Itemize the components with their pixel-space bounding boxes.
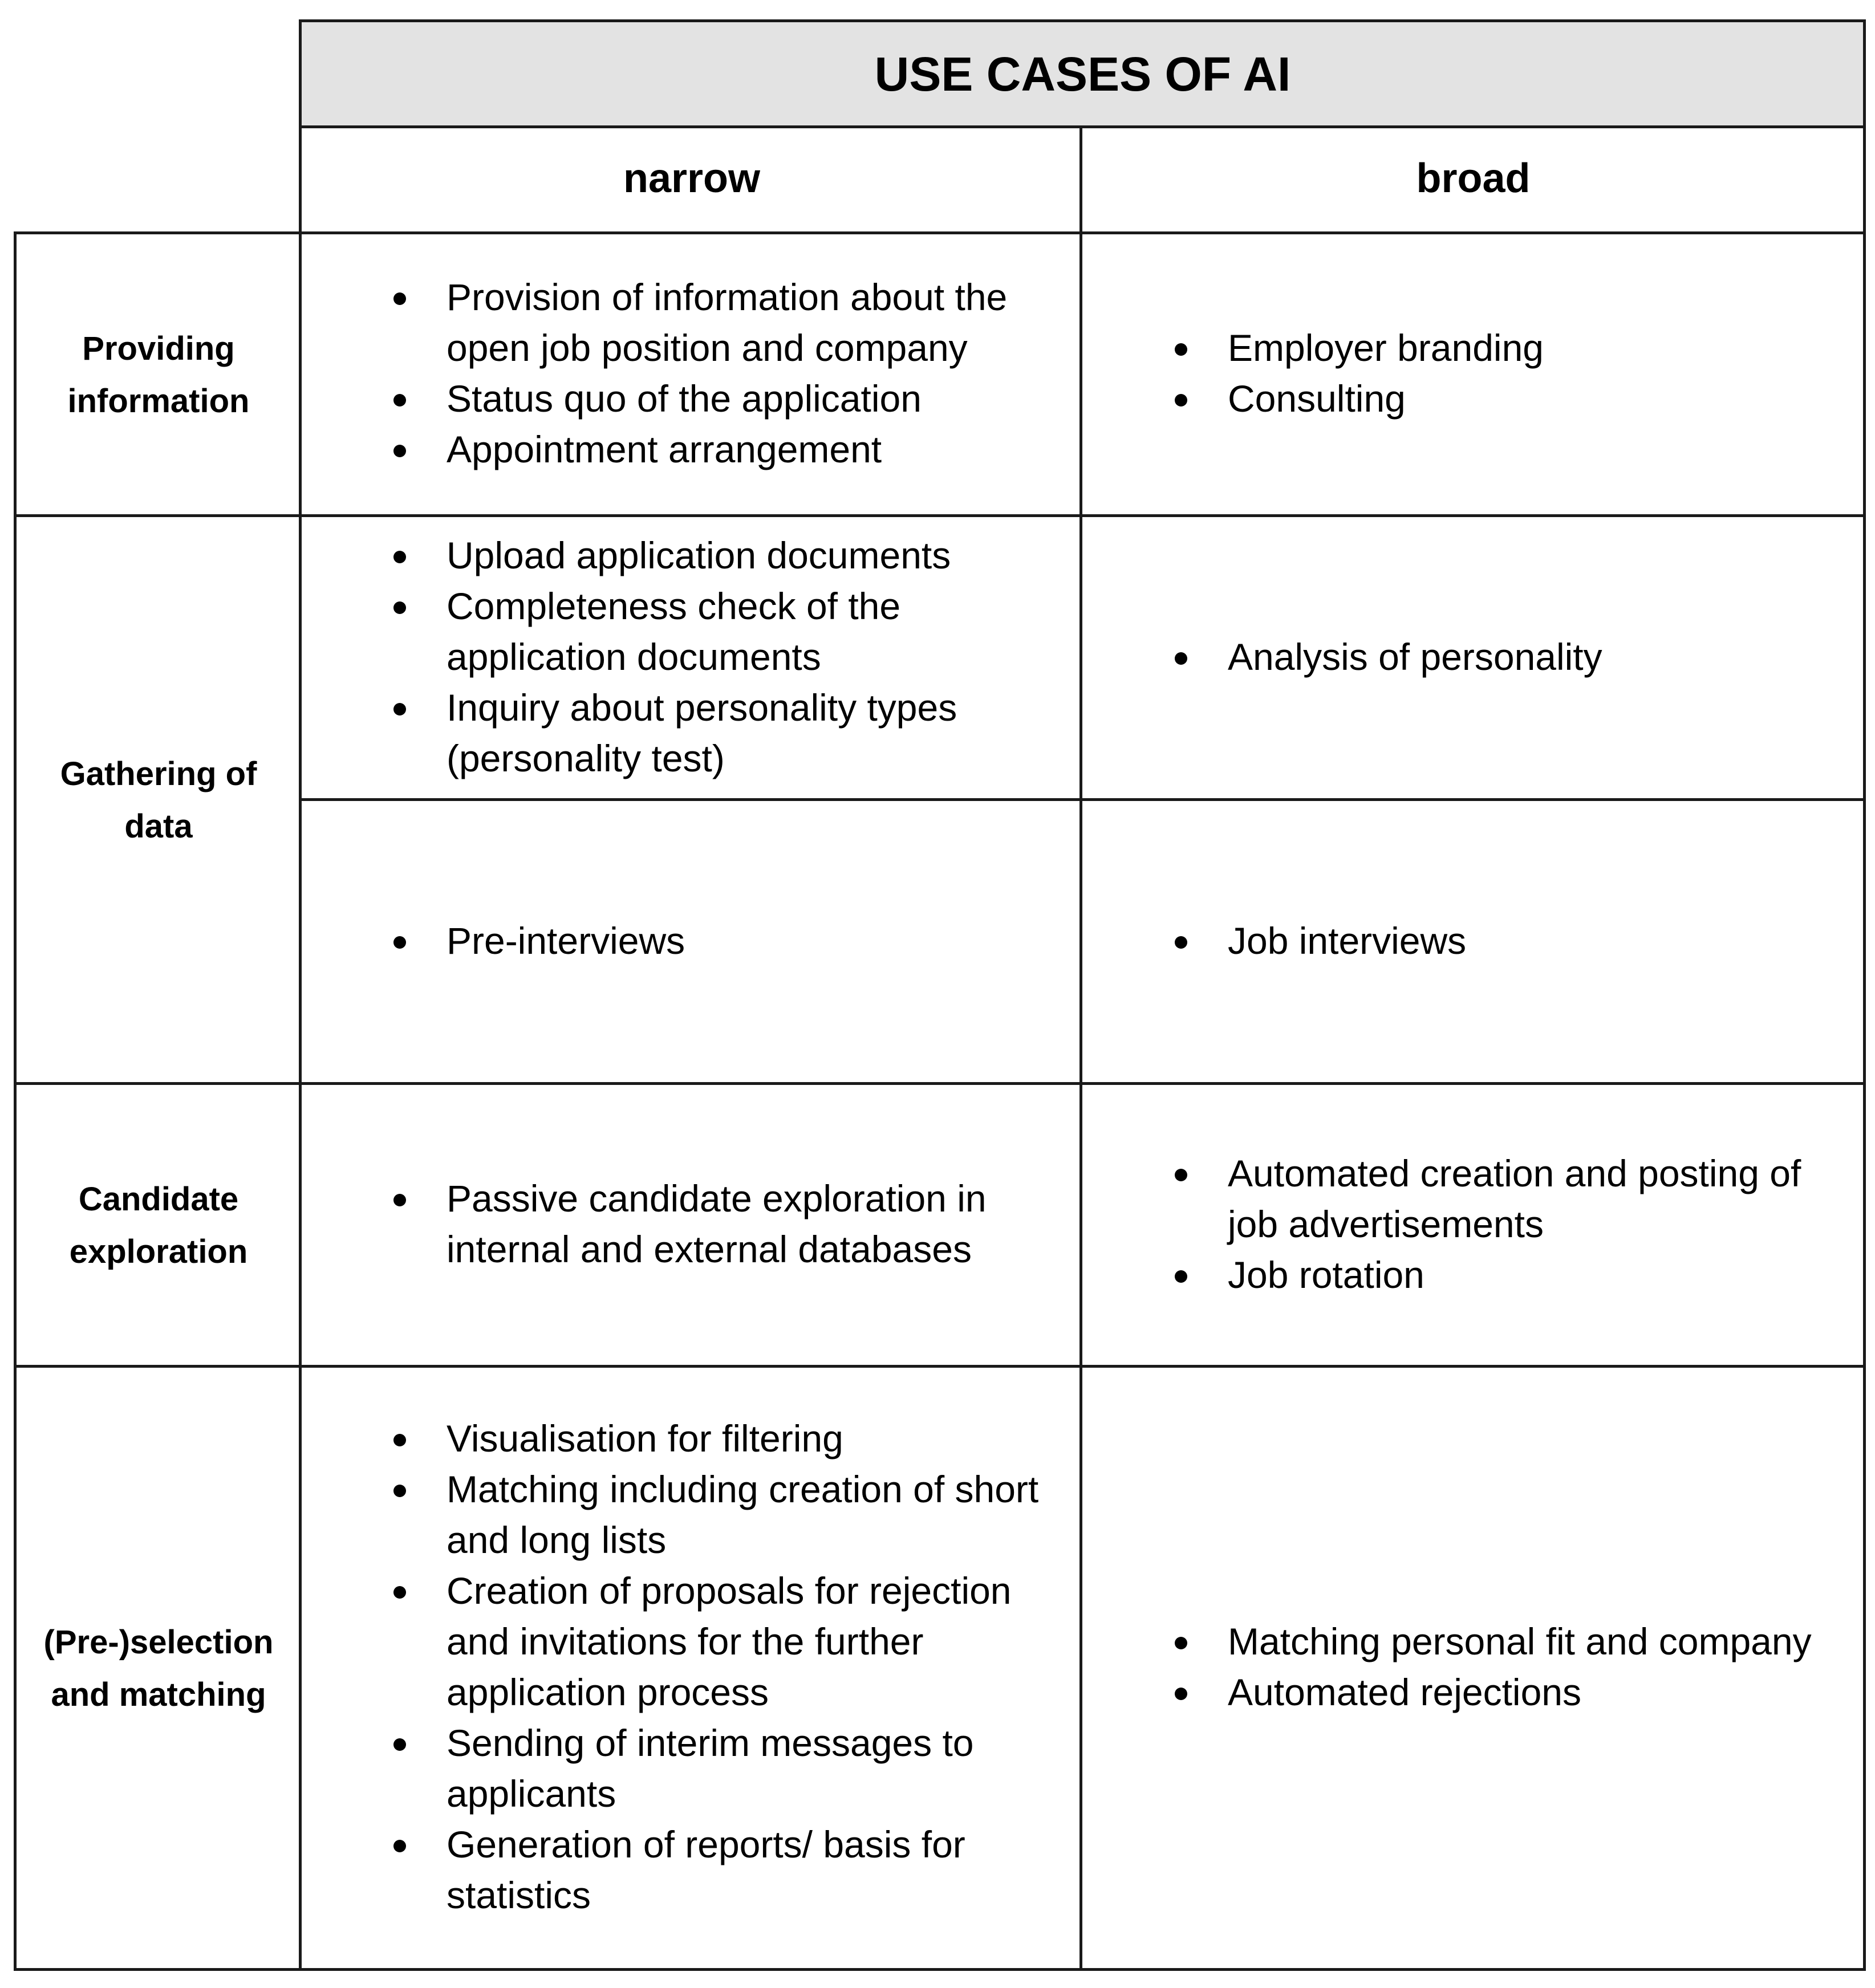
cell-providing-information-broad (1082, 234, 1864, 517)
list-item: Automated creation and posting of job advertisements (1082, 1148, 1864, 1250)
list-item: Consulting (1082, 373, 1864, 424)
list-item: Completeness check of the application documents (301, 581, 1082, 682)
column-header-broad: broad (1416, 156, 1531, 201)
list-item: Job rotation (1082, 1250, 1864, 1300)
grid-line (1079, 125, 1082, 1971)
bullet-list (1082, 916, 1864, 966)
cell-candidate-exploration-narrow (301, 1084, 1082, 1367)
grid-line (14, 231, 17, 1971)
list-item: Provision of information about the open job position and company (301, 272, 1082, 373)
cell-gathering-data-narrow-upper (301, 517, 1082, 800)
table-title: USE CASES OF AI (874, 47, 1291, 101)
row-label-text: Providing information (67, 330, 250, 420)
grid-line (299, 798, 1866, 801)
row-label-text: Candidate exploration (69, 1181, 248, 1270)
list-item: Passive candidate exploration in internal and external databases (301, 1173, 1082, 1275)
list-item: Matching including creation of short and long lists (301, 1464, 1082, 1566)
grid-line (14, 1365, 1866, 1368)
cell-gathering-data-broad-upper (1082, 517, 1864, 800)
bullet-list (1082, 323, 1864, 424)
list-item: Automated rejections (1082, 1667, 1864, 1718)
list-item: Visualisation for filtering (301, 1413, 1082, 1464)
list-item: Creation of proposals for rejection and invitations for the further application process (301, 1566, 1082, 1718)
title-header (301, 21, 1864, 128)
grid-line (299, 125, 1866, 128)
list-item: Matching personal fit and company (1082, 1616, 1864, 1667)
cell-providing-information-narrow (301, 234, 1082, 517)
list-item: Employer branding (1082, 323, 1864, 373)
cell-preselection-matching-narrow (301, 1367, 1082, 1970)
bullet-list (301, 530, 1082, 784)
row-label-candidate-exploration (16, 1084, 301, 1367)
cell-gathering-data-narrow-lower (301, 800, 1082, 1084)
list-item: Appointment arrangement (301, 424, 1082, 475)
bullet-list (1082, 632, 1864, 682)
grid-line (1863, 19, 1866, 1971)
list-item: Pre-interviews (301, 916, 1082, 966)
list-item: Analysis of personality (1082, 632, 1864, 682)
list-item: Upload application documents (301, 530, 1082, 581)
grid-line (14, 514, 1866, 517)
grid-line (299, 19, 302, 1971)
bullet-list (301, 272, 1082, 475)
cell-candidate-exploration-broad (1082, 1084, 1864, 1367)
list-item: Generation of reports/ basis for statistics (301, 1819, 1082, 1921)
bullet-list (301, 916, 1082, 966)
column-header-narrow: narrow (623, 156, 761, 201)
grid-line (14, 1968, 1866, 1971)
bullet-list (1082, 1616, 1864, 1718)
list-item: Status quo of the application (301, 373, 1082, 424)
row-label-text: Gathering of data (60, 755, 257, 845)
row-label-preselection-matching (16, 1367, 301, 1970)
bullet-list (301, 1173, 1082, 1275)
list-item: Sending of interim messages to applicants (301, 1718, 1082, 1819)
bullet-list (1082, 1148, 1864, 1300)
cell-preselection-matching-broad (1082, 1367, 1864, 1970)
grid-line (299, 19, 1866, 22)
bullet-list (301, 1413, 1082, 1921)
row-label-providing-information (16, 234, 301, 517)
grid-line (14, 231, 1866, 234)
row-label-gathering-of-data (16, 517, 301, 1084)
grid-line (14, 1082, 1866, 1085)
row-label-text: (Pre-)selection and matching (43, 1624, 274, 1713)
cell-gathering-data-broad-lower (1082, 800, 1864, 1084)
list-item: Inquiry about personality types (personality test) (301, 682, 1082, 784)
list-item: Job interviews (1082, 916, 1864, 966)
